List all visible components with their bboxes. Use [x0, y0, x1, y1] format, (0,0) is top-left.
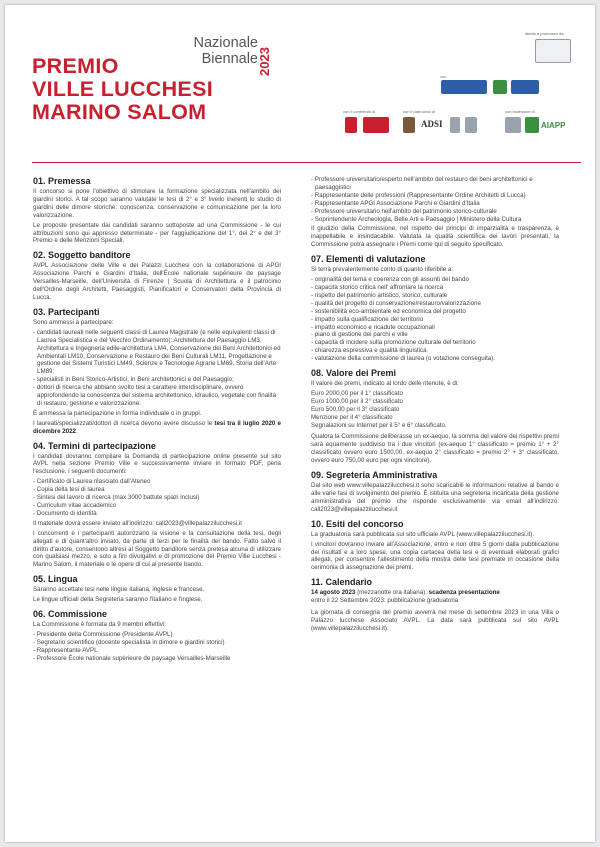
section-08-title: 08. Valore dei Premi	[311, 368, 397, 379]
section-05-p2: Le lingue ufficiali della Segreteria saranno l'italiano e l'inglese.	[33, 596, 203, 604]
section-05-title: 05. Lingua	[33, 574, 78, 585]
prize-line: Euro 2000,00 per il 1° classificato	[311, 389, 403, 397]
section-06-title: 06. Commissione	[33, 609, 108, 620]
biennale-text: Biennale	[201, 51, 258, 67]
list-item: - Soprintendente Archeologia, Belle Arti e Paesaggio | Ministero della Cultura	[311, 216, 559, 224]
section-01-p1: Il concorso si pone l'obiettivo di stimolare la formazione specializzata nell'ambito dei giardini storici. A tal scopo saranno valutate le tesi di 2° e 3° livello inerenti lo studio di giardini delle dimore storiche: conoscenza, conservazione e comunicazione per la loro valorizzazione.	[33, 188, 281, 219]
section-09-title: 09. Segreteria Amministrativa	[311, 470, 438, 481]
list-item: - Professore universitario nell'ambito del patrimonio storico-culturale	[311, 208, 559, 216]
list-item: - capacità storico critica nell' affrontare la ricerca	[311, 284, 559, 292]
section-03-p3-end: .	[76, 427, 78, 435]
section-03-p3-text: I laureati/specializzati/dottori di ricerca devono avere discusso le	[33, 419, 215, 427]
list-item: - Rappresentante APGI Associazione Parchi e Giardini d'Italia	[311, 200, 559, 208]
sponsor-logo-2	[363, 117, 389, 133]
patrocinio-label: con il patrocinio di	[403, 109, 436, 114]
list-item: - Presidente della Commissione (Presidente AVPL)	[33, 631, 281, 639]
list-item: - Professore universitario/esperto nell'ambito del restauro dei beni architettonici e paesaggistici	[311, 176, 559, 192]
document-page	[5, 5, 595, 842]
list-item: - capacità di incidere sulla promozione culturale del territorio	[311, 339, 559, 347]
year-vertical	[253, 31, 275, 77]
section-11-p2: La giornata di consegna del premio avverrà nel mese di settembre 2023 in una Villa o Palazzo lucchese Associato AVPL. La data sarà pubblicata sul sito AVPL (www.villepalazzilucchesi.it).	[311, 609, 559, 632]
section-04-p1: I candidati dovranno compilare la Domanda di partecipazione online presente sul sito AVPL nella sezione Premio Ville e successivamente inviare in formato PDF, pena l'esclusione, i seguenti documenti:	[33, 452, 281, 476]
section-02-title: 02. Soggetto banditore	[33, 250, 131, 261]
list-item: - Sintesi del lavoro di ricerca (max 3000 battute spazi inclusi)	[33, 494, 281, 502]
list-item: - specialisti in Beni Storico-Artistici, in Beni architettonici e del Paesaggio;	[33, 376, 281, 384]
con-label: con	[440, 74, 447, 79]
patron-logo-2	[450, 117, 460, 133]
prize-line: Euro 500,00 per il 3° classificato	[311, 405, 400, 413]
ensp-logo	[493, 80, 507, 94]
section-03-p3	[33, 420, 281, 436]
commission-list-b	[311, 176, 559, 223]
list-item: - originalità del tema e coerenza con gli assunti del bando	[311, 276, 559, 284]
deadline-note: (mezzanotte ora italiana):	[355, 589, 429, 597]
title-line-2: VILLE LUCCHESI	[32, 77, 213, 101]
eligibility-list	[33, 329, 281, 408]
header-divider	[32, 162, 581, 163]
list-item: - Curriculum vitae accademico	[33, 502, 281, 510]
list-item: - Certificato di Laurea rilasciato dall'Ateneo	[33, 478, 281, 486]
section-04-title: 04. Termini di partecipazione	[33, 440, 156, 451]
ideato-label: ideato e promosso da	[525, 31, 564, 36]
section-11-title: 11. Calendario	[311, 577, 373, 588]
section-04-p3: I concorrenti e i partecipanti autorizzano la visione e la consultazione della tesi, degli allegati e di quant'altro inviato, da parte di terzi per le finalità del bando. Fatto salvo il diritto d'autore, consentono altresì al Soggetto banditore senza pretesa alcuna di utilizzare con qualsiasi mezzo, e solo a fini divulgativi e di promozione del Premio Ville Lucchesi - Marino Salom, il materiale e le opere di cui al presente bando.	[33, 529, 281, 569]
aiapp-logo: AIAPP	[541, 121, 566, 130]
title-line-3: MARINO SALOM	[32, 100, 207, 124]
section-04-p2: Il materiale dovrà essere inviato all'indirizzo: call2023@villepalazzilucchesi.it	[33, 519, 242, 527]
prize-line: Menzione per il 4° classificato	[311, 413, 393, 421]
list-item: - candidati laureati nelle seguenti classi di Laurea Magistrale (e nelle equivalenti classi di Laurea Specialistica e del Vecchio Ordinamento): Architettura del Paesaggio LM3, Architettura e Ingegneria edile-architettura LM4, Conservazione dei Beni Architettonici ed Ambientali LM10, Conservazione e Restauro dei Beni Culturali LM11, Progettazione e gestione dei Sistemi Turistici LM49, Scienze e Tecnologie Agrarie LM69, Storia dell'Arte LM89;	[33, 329, 281, 376]
member-logo	[505, 117, 521, 133]
adesione-label: con l'adesione di	[505, 109, 535, 114]
documents-list	[33, 478, 281, 518]
sponsor-logo-1	[345, 117, 357, 133]
prize-line: Segnalazioni su Internet per il 5° e 6° classificato.	[311, 421, 447, 429]
aiapp-mark	[525, 117, 539, 133]
right-column	[311, 176, 559, 635]
section-03-title: 03. Partecipanti	[33, 306, 100, 317]
section-06-p1: La Commissione è formata da 9 membri effettivi:	[33, 621, 166, 629]
deadline-date: 14 agosto 2023	[311, 589, 356, 597]
title-line-1: PREMIO	[32, 54, 119, 78]
commission-list-a	[33, 631, 281, 663]
section-02-p1: AVPL Associazione delle Ville e dei Palazzi Lucchesi con la collaborazione di APGI Associazione Parchi e Giardini d'Italia, dell'École nationale supérieure de paysage Versailles-Marseille, dell'Università di Firenze | Scuola di Architettura e il patrocinio dell'Ordine degli Architetti, Paesaggisti, Pianificatori e Conservatori della Provincia di Lucca.	[33, 262, 281, 301]
list-item: - Documento di identità	[33, 510, 281, 518]
page-title	[32, 55, 213, 124]
section-10-p1: La graduatoria sarà pubblicata sul sito ufficiale AVPL (www.villepalazzilucchesi.it).	[311, 530, 535, 538]
section-03-p2: È ammessa la partecipazione in forma individuale o in gruppi.	[33, 409, 202, 417]
contributo-label: con il contributo di	[343, 109, 376, 114]
list-item: - valutazione della commissione di laurea (o votazione conseguita).	[311, 355, 559, 363]
list-item: - sostenibilità eco-ambientale ed economica del progetto	[311, 308, 559, 316]
section-07-p1: Si terrà prevalentemente conto di quanto riferibile a:	[311, 266, 454, 274]
year-text: 2023	[257, 47, 272, 76]
section-09-p1: Dal sito web www.villepalazzilucchesi.it sono scaricabili le informazioni relative al bando e alle varie fasi di svolgimento del premio. È istituita una segreteria incaricata della gestione amministrativa del premio che risponde esclusivamente via email all'indirizzo: call2023@villepalazzilucchesi.it	[311, 482, 559, 513]
list-item: - chiarezza espressiva e qualità linguistica	[311, 347, 559, 355]
section-06-p2: Il giudizio della Commissione, nel rispetto dei principi di imparzialità e trasparenza, è inappellabile e insindacabile. Valutata la qualità scientifica dei lavori presentati, la Commissione potrà assegnare i Premi come qui di seguito specificato.	[311, 225, 559, 249]
list-item: - Copia della tesi di laurea	[33, 486, 281, 494]
list-item: - dottori di ricerca che abbiano svolto tesi a carattere interdisciplinare, ovvero approfondendo la conoscenza del sistema architettonico, idraulico, vegetale con finalità di restauro, gestione e valorizzazione.	[33, 384, 281, 408]
apgi-logo	[441, 80, 487, 94]
thesis-period: tesi tra il luglio 2020 e dicembre 2022	[33, 419, 281, 435]
list-item: - impatto economico e ricadute occupazionali	[311, 324, 559, 332]
nazionale-text: Nazionale	[193, 35, 258, 51]
partner-logos	[305, 29, 585, 149]
list-item: - qualità del progetto di conservazione/restauro/valorizzazione	[311, 300, 559, 308]
list-item: - Rappresentante delle professioni (Rappresentante Ordine Architetti di Lucca)	[311, 192, 559, 200]
section-07-title: 07. Elementi di valutazione	[311, 254, 426, 265]
avpl-logo	[535, 39, 571, 63]
section-01-p2: Le proposte presentate dai candidati saranno sottoposte ad una Commissione - le cui attribuzioni sono qui appresso determinate - per l'aggiudicazione del 1°, del 2° e del 3° Premio e delle Menzioni Speciali.	[33, 221, 281, 245]
ranking-line: entro il 22 Settembre 2023: pubblicazione graduatoria	[311, 597, 459, 605]
patron-logo-1	[403, 117, 415, 133]
left-column	[33, 176, 281, 665]
list-item: - Segretario scientifico (docente specialista in dimore e giardini storici)	[33, 639, 281, 647]
patron-logo-3	[465, 117, 477, 133]
section-08-p2: Qualora la Commissione deliberasse un ex-aequo, la somma del valore dei rispettivi premi sarà equamente suddiviso tra i due vincitori (ex-aequo 1° classificato = premio 1° + 2° classificato ovvero euro 1500,00, ex-aequo 2° classificato = premio 2° + 3° classificato, ovvero euro 750,00 euro per ogni vincitore).	[311, 433, 559, 465]
criteria-list	[311, 276, 559, 363]
list-item: - piano di gestione dei parchi e ville	[311, 331, 559, 339]
section-03-intro: Sono ammessi a partecipare:	[33, 318, 114, 326]
section-05-p1: Saranno accettate tesi nelle lingue italiana, inglese e francese.	[33, 586, 205, 594]
section-10-title: 10. Esiti del concorso	[311, 518, 404, 529]
deadline-line	[311, 589, 559, 597]
list-item: - Professore École nationale supérieure de paysage Versailles-Marseille	[33, 655, 281, 663]
section-10-p2: I vincitori dovranno inviare all'Associazione, entro e non oltre 5 giorni dalla pubblicazione dei risultati e a loro spese, una copia cartacea della tesi e di eventuali elaborati grafici allegati, per consentire l'allestimento della mostra delle tesi premiate in occasione della cerimonia di assegnazione dei premi.	[311, 540, 559, 572]
list-item: - Rappresentante AVPL	[33, 647, 281, 655]
section-01-title: 01. Premessa	[33, 176, 91, 186]
unifi-logo	[511, 80, 539, 94]
prize-line: Euro 1000,00 per il 2° classificato	[311, 397, 403, 405]
section-08-p1: Il valore dei premi, indicato al lordo delle ritenute, è di:	[311, 380, 459, 388]
adsi-logo: ADSI	[421, 119, 443, 129]
list-item: - impatto sulla qualificazione del territorio	[311, 316, 559, 324]
list-item: - rispetto del patrimonio artistico, storico, culturale	[311, 292, 559, 300]
deadline-label: scadenza presentazione	[428, 589, 500, 597]
